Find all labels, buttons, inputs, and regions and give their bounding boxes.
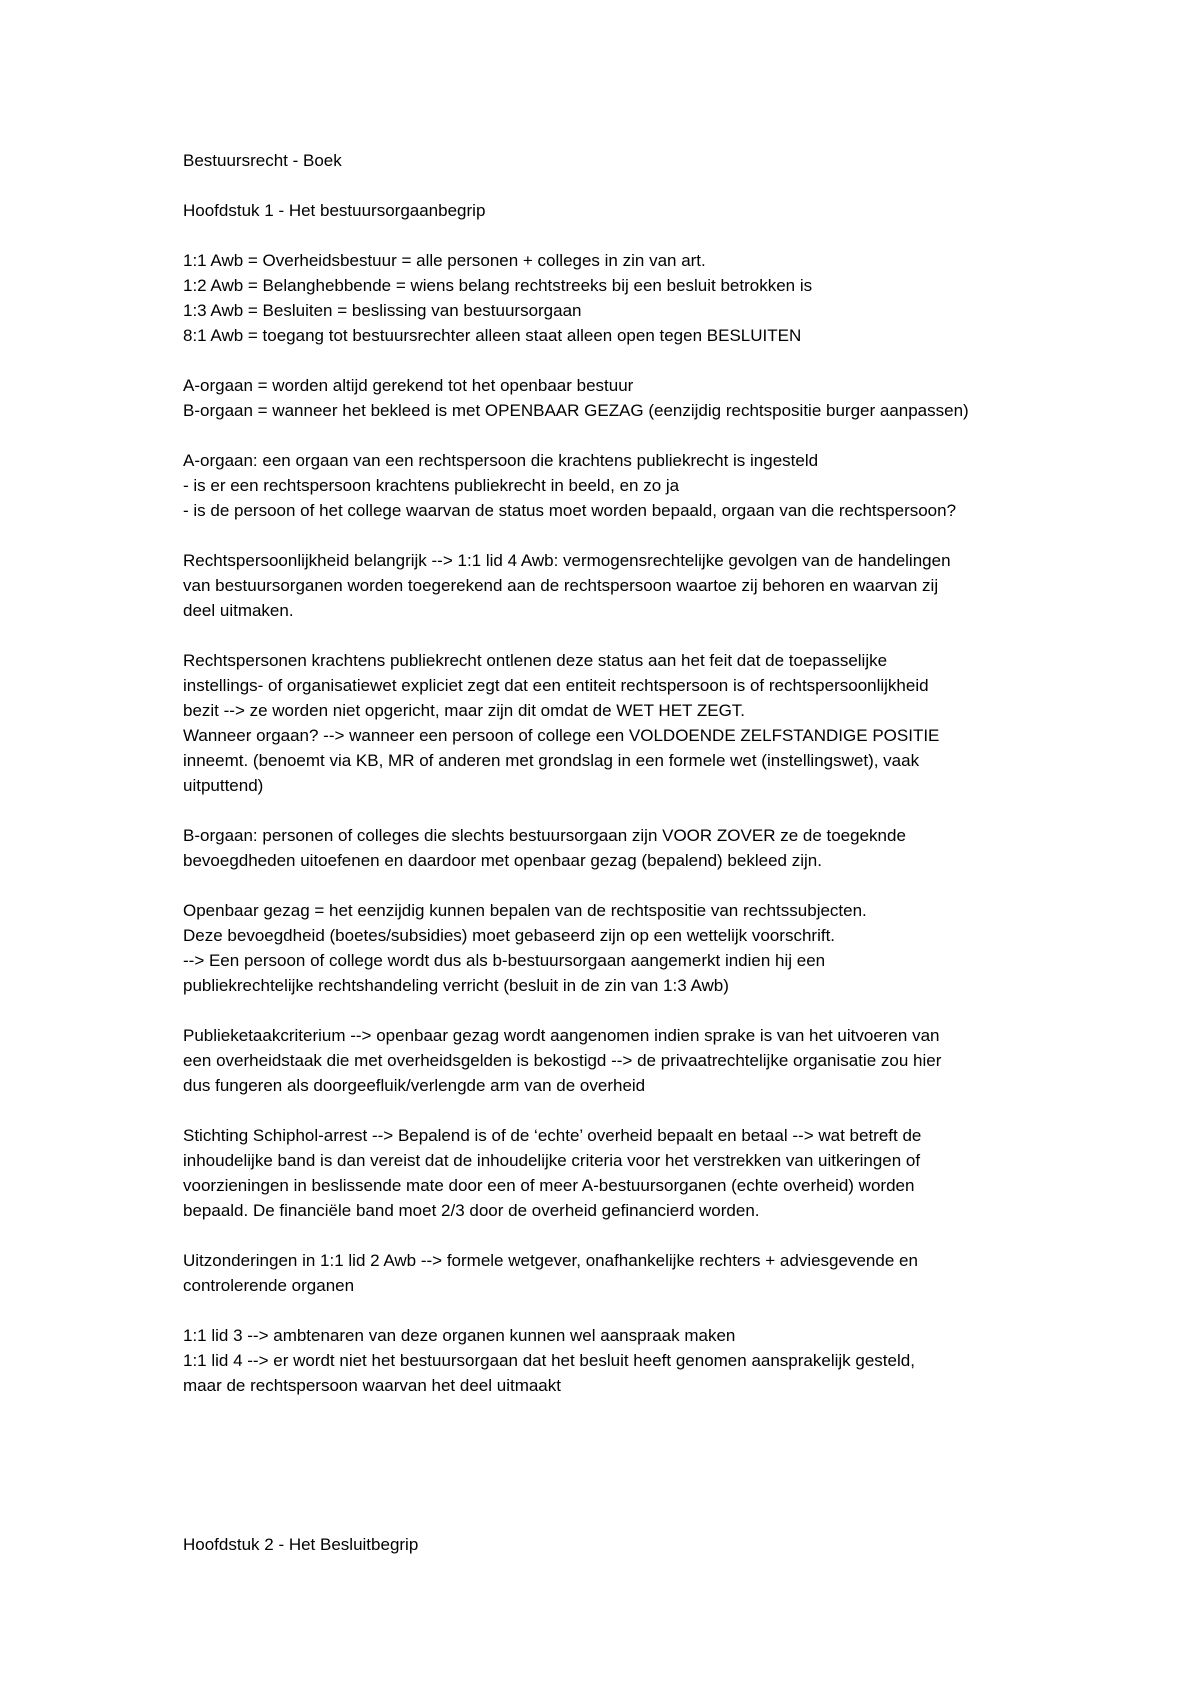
publieketaak-paragraph [183, 1023, 1063, 1098]
text-line: A-orgaan = worden altijd gerekend tot het openbaar bestuur [183, 376, 634, 395]
chapter-2-heading: Hoofdstuk 2 - Het Besluitbegrip [183, 1535, 419, 1554]
text-line: dus fungeren als doorgeefluik/verlengde arm van de overheid [183, 1076, 646, 1095]
text-line: Stichting Schiphol-arrest --> Bepalend is of de ‘echte’ overheid bepaalt en betaal --> wat betreft de [183, 1126, 922, 1145]
openbaar-gezag-paragraph [183, 898, 1063, 998]
rechtspersonen-paragraph [183, 648, 1063, 798]
organ-types-paragraph [183, 373, 1063, 423]
text-line: - is er een rechtspersoon krachtens publiekrecht in beeld, en zo ja [183, 476, 680, 495]
chapter-heading-block [183, 198, 1063, 223]
schiphol-paragraph [183, 1123, 1063, 1223]
text-line: --> Een persoon of college wordt dus als b-bestuursorgaan aangemerkt indien hij een [183, 951, 826, 970]
text-line: 1:2 Awb = Belanghebbende = wiens belang rechtstreeks bij een besluit betrokken is [183, 276, 813, 295]
uitzonderingen-paragraph [183, 1248, 1063, 1298]
text-line: A-orgaan: een orgaan van een rechtspersoon die krachtens publiekrecht is ingesteld [183, 451, 819, 470]
text-line: 1:1 lid 3 --> ambtenaren van deze organen kunnen wel aanspraak maken [183, 1326, 736, 1345]
text-line: inneemt. (benoemt via KB, MR of anderen met grondslag in een formele wet (instellingswet), vaak [183, 751, 920, 770]
leden-paragraph [183, 1323, 1063, 1398]
text-line: Rechtspersoonlijkheid belangrijk --> 1:1 lid 4 Awb: vermogensrechtelijke gevolgen van de handelingen [183, 551, 951, 570]
text-line: bezit --> ze worden niet opgericht, maar zijn dit omdat de WET HET ZEGT. [183, 701, 746, 720]
text-line: Publieketaakcriterium --> openbaar gezag wordt aangenomen indien sprake is van het uitvoeren van [183, 1026, 940, 1045]
text-line: bepaald. De financiële band moet 2/3 door de overheid gefinancierd worden. [183, 1201, 760, 1220]
text-line: bevoegdheden uitoefenen en daardoor met openbaar gezag (bepalend) bekleed zijn. [183, 851, 822, 870]
text-line: - is de persoon of het college waarvan de status moet worden bepaald, orgaan van die rechtspersoon? [183, 501, 957, 520]
text-line: Deze bevoegdheid (boetes/subsidies) moet gebaseerd zijn op een wettelijk voorschrift. [183, 926, 836, 945]
document-body [183, 148, 1063, 1423]
text-line: instellings- of organisatiewet expliciet zegt dat een entiteit rechtspersoon is of rechtspersoonlijkheid [183, 676, 929, 695]
text-line: inhoudelijke band is dan vereist dat de inhoudelijke criteria voor het verstrekken van uitkeringen of [183, 1151, 921, 1170]
text-line: B-orgaan: personen of colleges die slechts bestuursorgaan zijn VOOR ZOVER ze de toegeknde [183, 826, 906, 845]
text-line: 8:1 Awb = toegang tot bestuursrechter alleen staat alleen open tegen BESLUITEN [183, 326, 802, 345]
text-line: publiekrechtelijke rechtshandeling verricht (besluit in de zin van 1:3 Awb) [183, 976, 729, 995]
chapter-1-heading: Hoofdstuk 1 - Het bestuursorgaanbegrip [183, 201, 486, 220]
text-line: B-orgaan = wanneer het bekleed is met OPENBAAR GEZAG (eenzijdig rechtspositie burger aanpassen) [183, 401, 969, 420]
text-line: van bestuursorganen worden toegerekend aan de rechtspersoon waartoe zij behoren en waarvan zij [183, 576, 939, 595]
text-line: 1:1 lid 4 --> er wordt niet het bestuursorgaan dat het besluit heeft genomen aansprakelijk gesteld, [183, 1351, 915, 1370]
text-line: Uitzonderingen in 1:1 lid 2 Awb --> formele wetgever, onafhankelijke rechters + adviesgevende en [183, 1251, 918, 1270]
text-line: 1:3 Awb = Besluiten = beslissing van bestuursorgaan [183, 301, 582, 320]
document-title-block [183, 148, 1063, 173]
text-line: 1:1 Awb = Overheidsbestuur = alle personen + colleges in zin van art. [183, 251, 706, 270]
document-title: Bestuursrecht - Boek [183, 151, 342, 170]
text-line: een overheidstaak die met overheidsgelden is bekostigd --> de privaatrechtelijke organisatie zou hier [183, 1051, 942, 1070]
b-orgaan-paragraph [183, 823, 1063, 873]
text-line: voorzieningen in beslissende mate door een of meer A-bestuursorganen (echte overheid) worden [183, 1176, 915, 1195]
text-line: Wanneer orgaan? --> wanneer een persoon of college een VOLDOENDE ZELFSTANDIGE POSITIE [183, 726, 940, 745]
text-line: controlerende organen [183, 1276, 355, 1295]
awb-articles-paragraph [183, 248, 1063, 348]
text-line: Rechtspersonen krachtens publiekrecht ontlenen deze status aan het feit dat de toepasselijke [183, 651, 888, 670]
text-line: maar de rechtspersoon waarvan het deel uitmaakt [183, 1376, 561, 1395]
text-line: uitputtend) [183, 776, 264, 795]
rechtspersoonlijkheid-paragraph [183, 548, 1063, 623]
a-orgaan-paragraph [183, 448, 1063, 523]
text-line: deel uitmaken. [183, 601, 294, 620]
text-line: Openbaar gezag = het eenzijdig kunnen bepalen van de rechtspositie van rechtssubjecten. [183, 901, 867, 920]
